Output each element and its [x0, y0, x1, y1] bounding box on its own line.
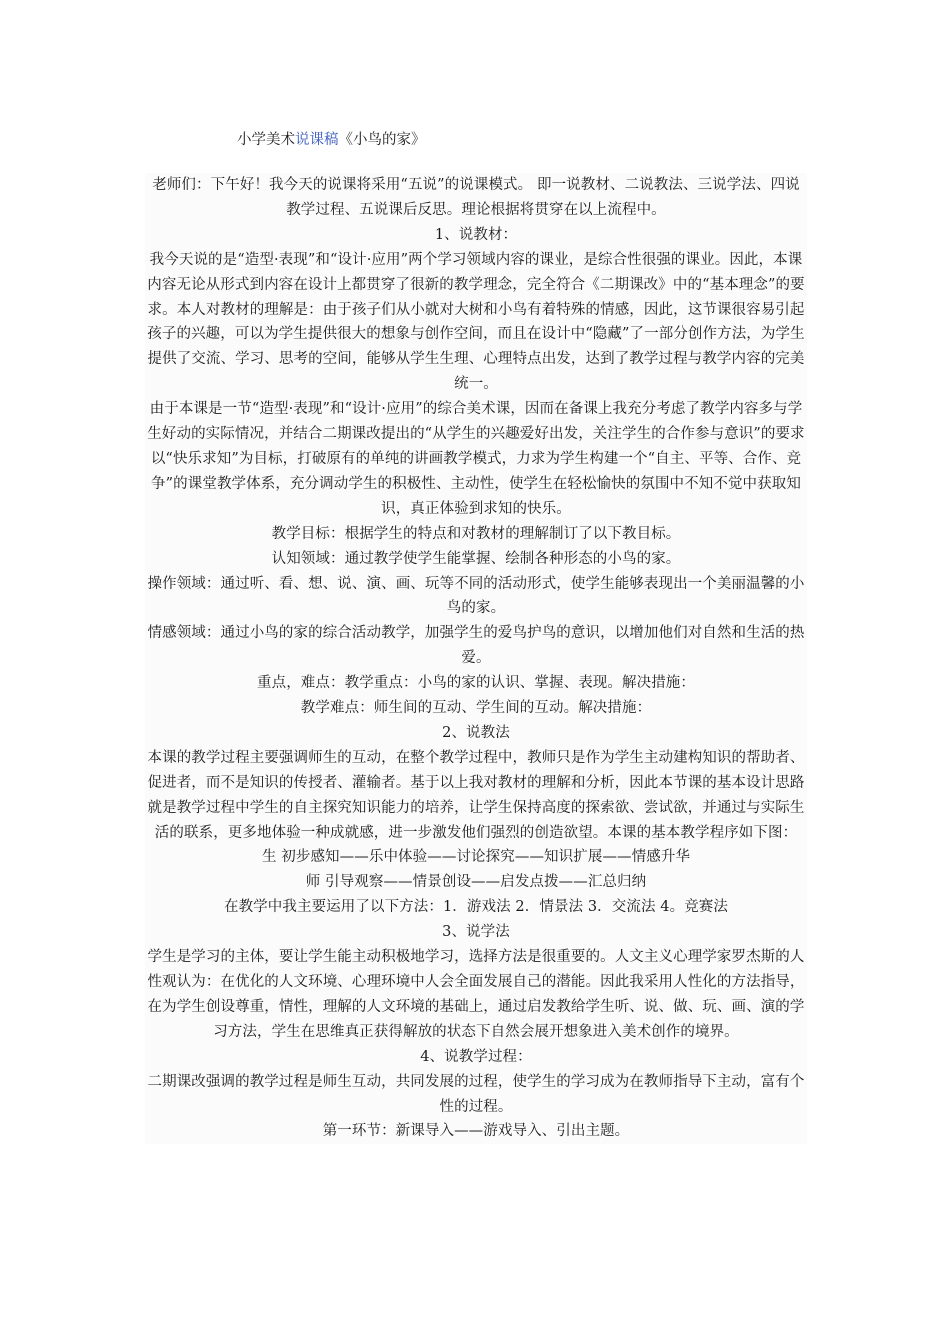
paragraph: 情感领域：通过小鸟的家的综合活动教学，加强学生的爱鸟护鸟的意识，以增加他们对自然和生活的热爱。	[147, 625, 805, 667]
title-prefix: 小学美术	[237, 132, 295, 148]
paragraph: 生 初步感知——乐中体验——讨论探究——知识扩展——情感升华	[261, 849, 691, 866]
paragraph: 我今天说的是“造型·表现”和“设计·应用”两个学习领域内容的课业，是综合性很强的课业。因此，本课内容无论从形式到内容在设计上都贯穿了很新的教学理念，完全符合《二期课改》中的“基本理念”的要求。本人对教材的理解是：由于孩子们从小就对大树和小鸟有着特殊的情感，因此，这节课很容易引起孩子的兴趣，可以为学生提供很大的想象与创作空间，而且在设计中“隐藏”了一部分创作方法，为学生提供了交流、学习、思考的空间，能够从学生生理、心理特点出发，达到了教学过程与教学内容的完美统一。	[147, 251, 805, 393]
title-link[interactable]: 说课稿	[295, 132, 339, 148]
document-title	[145, 124, 807, 157]
paragraph: 学生是学习的主体，要让学生能主动积极地学习，选择方法是很重要的。人文主义心理学家罗杰斯的人性观认为：在优化的人文环境、心理环境中人会全面发展自己的潜能。因此我采用人性化的方法指导，在为学生创设尊重，情性，理解的人文环境的基础上，通过启发教给学生听、说、做、玩、画、演的学习方法，学生在思维真正获得解放的状态下自然会展开想象进入美术创作的境界。	[147, 949, 805, 1040]
document-body	[145, 173, 807, 1144]
paragraph: 由于本课是一节“造型·表现”和“设计·应用”的综合美术课，因而在备课上我充分考虑了教学内容多与学生好动的实际情况，并结合二期课改提出的“从学生的兴趣爱好出发，关注学生的合作参与意识”的要求以“快乐求知”为目标，打破原有的单纯的讲画教学模式，力求为学生构建一个“自主、平等、合作、竞争”的课堂教学体系，充分调动学生的积极性、主动性，使学生在轻松愉快的氛围中不知不觉中获取知识，真正体验到求知的快乐。	[147, 401, 805, 517]
paragraph: 师 引导观察——情景创设——启发点拨——汇总归纳	[305, 874, 647, 891]
paragraph: 教学难点：师生间的互动、学生间的互动。解决措施：	[300, 700, 652, 717]
section-heading: 3、说学法	[442, 924, 510, 941]
paragraph: 操作领域：通过听、看、想、说、演、画、玩等不同的活动形式，使学生能够表现出一个美丽温馨的小鸟的家。	[147, 575, 805, 617]
document-page	[145, 124, 807, 1144]
section-heading: 2、说教法	[442, 724, 510, 741]
paragraph: 本课的教学过程主要强调师生的互动，在整个教学过程中，教师只是作为学生主动建构知识的帮助者、促进者，而不是知识的传授者、灌输者。基于以上我对教材的理解和分析，因此本节课的基本设计思路就是教学过程中学生的自主探究知识能力的培养，让学生保持高度的探索欲、尝试欲，并通过与实际生活的联系，更多地体验一种成就感，进一步激发他们强烈的创造欲望。本课的基本教学程序如下图：	[147, 749, 805, 841]
section-heading: 1、说教材：	[434, 226, 518, 243]
paragraph: 二期课改强调的教学过程是师生互动，共同发展的过程，使学生的学习成为在教师指导下主动，富有个性的过程。	[147, 1073, 805, 1115]
paragraph: 第一环节：新课导入——游戏导入、引出主题。	[322, 1123, 630, 1140]
title-suffix: 《小鸟的家》	[338, 132, 426, 148]
paragraph: 重点，难点：教学重点：小鸟的家的认识、掌握、表现。解决措施：	[257, 675, 695, 692]
paragraph: 教学目标：根据学生的特点和对教材的理解制订了以下教目标。	[271, 525, 681, 542]
paragraph: 老师们：下午好！我今天的说课将采用“五说”的说课模式。 即一说教材、二说教法、三说学法、四说教学过程、五说课后反思。理论根据将贯穿在以上流程中。	[152, 177, 800, 218]
paragraph: 在教学中我主要运用了以下方法：1．游戏法 2．情景法 3．交流法 4。竞赛法	[223, 899, 729, 916]
section-heading: 4、说教学过程：	[420, 1048, 532, 1065]
paragraph: 认知领域：通过教学使学生能掌握、绘制各种形态的小鸟的家。	[271, 550, 681, 567]
